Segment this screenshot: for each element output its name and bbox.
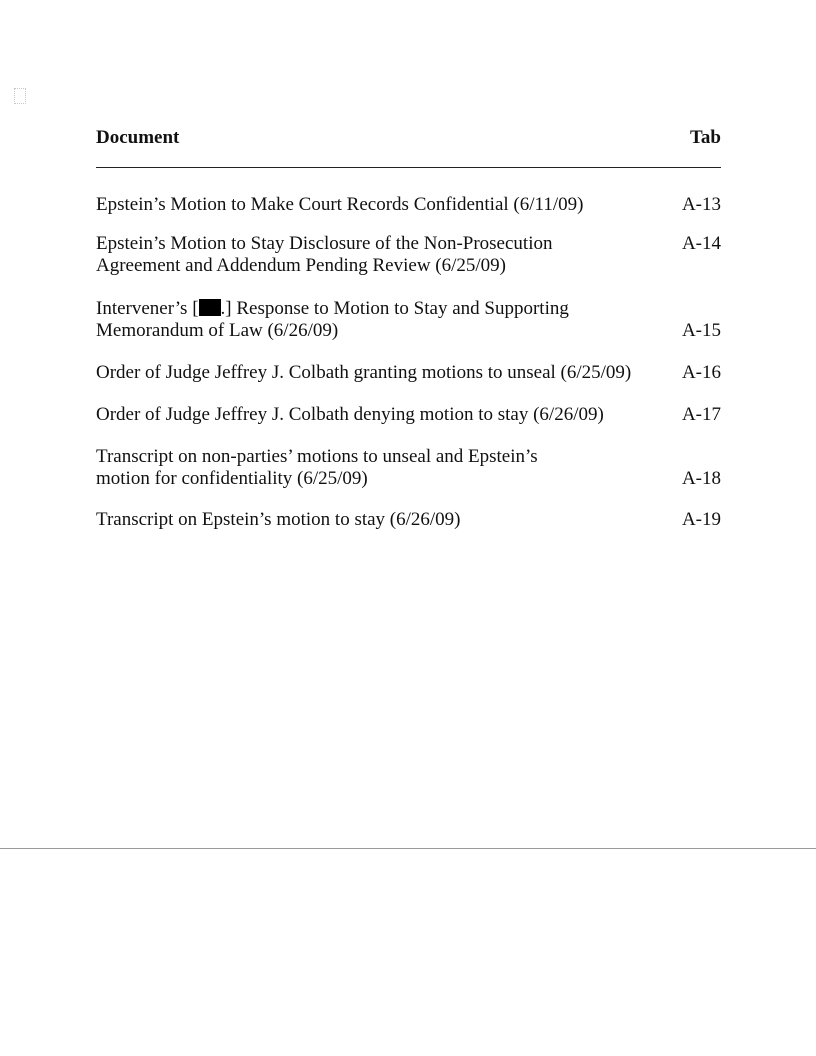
table-header: [96, 127, 721, 151]
table-row: [96, 194, 721, 216]
row-description: Order of Judge Jeffrey J. Colbath denying motion to stay (6/26/09): [96, 404, 604, 425]
row-description: Order of Judge Jeffrey J. Colbath granting motions to unseal (6/25/09): [96, 362, 632, 383]
scan-artifact: [14, 88, 26, 104]
row-description: [96, 298, 651, 342]
table-row: [96, 404, 721, 426]
row-description-prefix: Intervener’s [: [96, 298, 199, 319]
table-row: [96, 298, 721, 342]
row-description-suffix: .] Response to Motion to Stay and Supporting Memorandum of Law (6/26/09): [96, 298, 569, 341]
table-row: [96, 233, 721, 277]
row-description: Epstein’s Motion to Make Court Records Confidential (6/11/09): [96, 194, 584, 215]
column-header-document: Document: [96, 127, 180, 148]
row-description: Transcript on Epstein’s motion to stay (6/26/09): [96, 509, 461, 530]
column-header-tab: Tab: [690, 127, 721, 148]
row-description: Epstein’s Motion to Stay Disclosure of the Non-Prosecution Agreement and Addendum Pending Review (6/25/09): [96, 233, 553, 276]
table-row: [96, 509, 721, 531]
table-row: [96, 362, 721, 384]
row-tab: A-18: [681, 468, 721, 489]
row-tab: A-19: [681, 509, 721, 530]
table-row: [96, 446, 721, 490]
row-tab: A-13: [681, 194, 721, 215]
redaction-block: [199, 299, 221, 316]
row-description: Transcript on non-parties’ motions to unseal and Epstein’s motion for confidentiality (6/25/09): [96, 446, 538, 489]
row-tab: A-15: [681, 320, 721, 341]
row-tab: A-14: [681, 233, 721, 254]
header-rule: [96, 167, 721, 168]
row-tab: A-16: [681, 362, 721, 383]
row-tab: A-17: [681, 404, 721, 425]
page-divider: [0, 848, 816, 849]
